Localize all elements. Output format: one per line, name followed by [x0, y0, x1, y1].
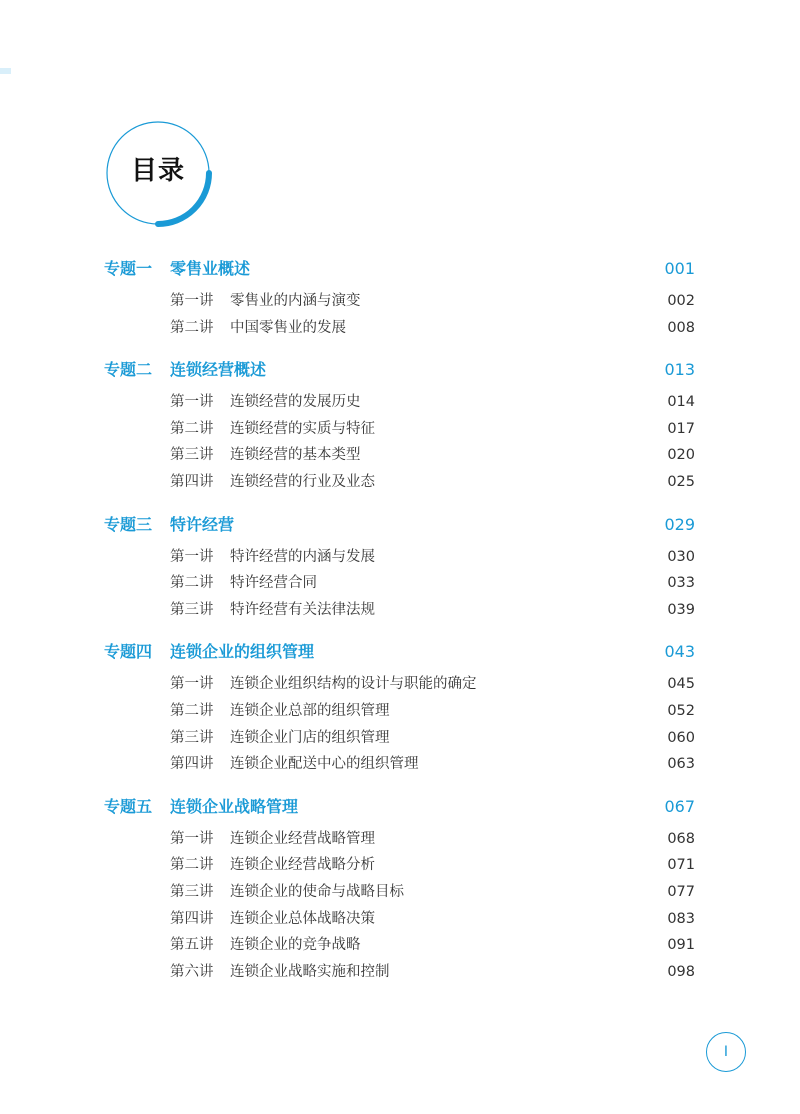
lecture-title: 连锁企业配送中心的组织管理	[230, 756, 419, 773]
lecture-number: 第六讲	[170, 963, 214, 980]
section-label: 专题三	[104, 514, 153, 534]
toc-lecture-row[interactable]	[0, 826, 800, 853]
lecture-page-number: 098	[667, 963, 695, 980]
lecture-list	[0, 822, 800, 986]
lecture-list	[0, 540, 800, 624]
lecture-number: 第三讲	[170, 883, 214, 900]
toc-lecture-row[interactable]	[0, 852, 800, 879]
lecture-number: 第五讲	[170, 937, 214, 954]
lecture-page-number: 060	[667, 729, 695, 746]
lecture-title: 连锁企业的竞争战略	[230, 937, 361, 954]
toc-section-heading[interactable]	[0, 355, 800, 385]
toc-section	[0, 355, 800, 495]
toc-lecture-row[interactable]	[0, 288, 800, 315]
toc-lecture-row[interactable]	[0, 442, 800, 469]
section-title: 连锁经营概述	[170, 360, 267, 380]
section-page-number: 001	[664, 259, 695, 278]
toc-lecture-row[interactable]	[0, 469, 800, 496]
lecture-title: 中国零售业的发展	[230, 319, 346, 336]
lecture-title: 连锁经营的发展历史	[230, 394, 361, 411]
toc-section-heading[interactable]	[0, 510, 800, 540]
section-page-number: 029	[664, 514, 695, 534]
lecture-title: 连锁经营的实质与特征	[230, 420, 375, 437]
section-page-number: 067	[664, 796, 695, 816]
section-page-number: 013	[664, 360, 695, 380]
table-of-contents	[0, 254, 800, 999]
lecture-number: 第三讲	[170, 601, 214, 618]
section-title: 连锁企业的组织管理	[170, 642, 315, 662]
section-label: 专题二	[104, 360, 153, 380]
lecture-title: 连锁企业总部的组织管理	[230, 702, 390, 719]
lecture-list	[0, 284, 800, 341]
toc-lecture-row[interactable]	[0, 389, 800, 416]
lecture-number: 第二讲	[170, 857, 214, 874]
section-label: 专题四	[104, 642, 153, 662]
lecture-number: 第一讲	[170, 830, 214, 847]
toc-lecture-row[interactable]	[0, 597, 800, 624]
lecture-page-number: 083	[667, 910, 695, 927]
lecture-page-number: 020	[667, 447, 695, 464]
lecture-number: 第二讲	[170, 420, 214, 437]
toc-section	[0, 637, 800, 777]
toc-lecture-row[interactable]	[0, 570, 800, 597]
lecture-page-number: 068	[667, 830, 695, 847]
toc-lecture-row[interactable]	[0, 751, 800, 778]
toc-lecture-row[interactable]	[0, 671, 800, 698]
section-title: 零售业概述	[170, 259, 251, 278]
toc-section	[0, 510, 800, 624]
toc-section-heading[interactable]	[0, 792, 800, 822]
page-title: 目录	[130, 156, 185, 186]
lecture-number: 第四讲	[170, 473, 214, 490]
lecture-title: 连锁经营的基本类型	[230, 447, 361, 464]
lecture-page-number: 091	[667, 937, 695, 954]
lecture-number: 第四讲	[170, 910, 214, 927]
title-badge	[103, 118, 213, 228]
lecture-number: 第三讲	[170, 447, 214, 464]
lecture-number: 第三讲	[170, 729, 214, 746]
toc-lecture-row[interactable]	[0, 906, 800, 933]
section-label: 专题五	[104, 796, 153, 816]
page-number-badge: I	[706, 1032, 746, 1072]
lecture-number: 第一讲	[170, 676, 214, 693]
toc-section	[0, 254, 800, 341]
lecture-page-number: 008	[667, 319, 695, 336]
lecture-title: 连锁企业门店的组织管理	[230, 729, 390, 746]
toc-section-heading[interactable]	[0, 637, 800, 667]
lecture-page-number: 063	[667, 756, 695, 773]
toc-lecture-row[interactable]	[0, 725, 800, 752]
lecture-page-number: 071	[667, 857, 695, 874]
toc-section-heading[interactable]	[0, 254, 800, 284]
edge-tab-mark	[0, 68, 11, 74]
section-label: 专题一	[104, 259, 153, 278]
lecture-title: 特许经营的内涵与发展	[230, 548, 375, 565]
lecture-number: 第一讲	[170, 293, 214, 309]
toc-section	[0, 792, 800, 986]
lecture-number: 第二讲	[170, 702, 214, 719]
lecture-title: 连锁企业经营战略分析	[230, 857, 375, 874]
lecture-number: 第二讲	[170, 575, 214, 592]
lecture-page-number: 052	[667, 702, 695, 719]
lecture-title: 连锁经营的行业及业态	[230, 473, 375, 490]
toc-lecture-row[interactable]	[0, 315, 800, 342]
lecture-number: 第一讲	[170, 548, 214, 565]
lecture-page-number: 017	[667, 420, 695, 437]
lecture-title: 连锁企业的使命与战略目标	[230, 883, 404, 900]
lecture-page-number: 030	[667, 548, 695, 565]
toc-lecture-row[interactable]	[0, 698, 800, 725]
lecture-title: 连锁企业经营战略管理	[230, 830, 375, 847]
toc-lecture-row[interactable]	[0, 416, 800, 443]
toc-lecture-row[interactable]	[0, 932, 800, 959]
lecture-title: 特许经营合同	[230, 575, 317, 592]
lecture-number: 第一讲	[170, 394, 214, 411]
lecture-title: 零售业的内涵与演变	[230, 293, 361, 309]
lecture-number: 第四讲	[170, 756, 214, 773]
lecture-title: 连锁企业战略实施和控制	[230, 963, 390, 980]
lecture-title: 连锁企业组织结构的设计与职能的确定	[230, 676, 477, 693]
lecture-page-number: 014	[667, 394, 695, 411]
lecture-page-number: 002	[667, 293, 695, 309]
toc-lecture-row[interactable]	[0, 879, 800, 906]
lecture-list	[0, 385, 800, 495]
toc-lecture-row[interactable]	[0, 544, 800, 571]
lecture-page-number: 033	[667, 575, 695, 592]
lecture-page-number: 025	[667, 473, 695, 490]
lecture-page-number: 045	[667, 676, 695, 693]
section-title: 特许经营	[170, 514, 235, 534]
toc-lecture-row[interactable]	[0, 959, 800, 986]
lecture-page-number: 039	[667, 601, 695, 618]
section-title: 连锁企业战略管理	[170, 796, 299, 816]
lecture-page-number: 077	[667, 883, 695, 900]
section-page-number: 043	[664, 642, 695, 662]
lecture-list	[0, 667, 800, 777]
lecture-title: 连锁企业总体战略决策	[230, 910, 375, 927]
lecture-number: 第二讲	[170, 319, 214, 336]
lecture-title: 特许经营有关法律法规	[230, 601, 375, 618]
